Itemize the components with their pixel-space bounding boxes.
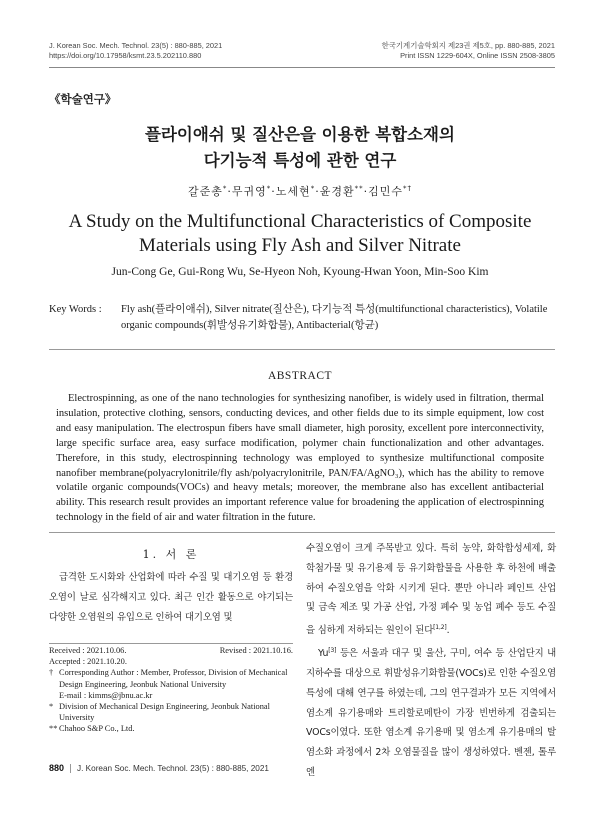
dagger-mark: † [49,668,54,678]
author-name: 윤경환 [319,185,355,198]
author-mark: * [266,184,272,193]
page-footer [49,763,269,773]
title-english-line-2: Materials using Fly Ash and Silver Nitrate [139,235,461,256]
introduction-paragraph-1: 수질오염이 크게 주목받고 있다. 특히 농약, 화학합성세제, 화학첨가물 및 유기용제 등 유기화합물을 사용한 후 하천에 배출하여 수질오염을 악화 시키게 된다. 뿐만 아니라 페인트 산업 및 금속 제조 및 가공 산업, 가정 폐수 및 농업 폐수 등도 수질을 심하게 저하되는 원인이 된다[1,2]. [306,543,556,637]
revised-date: Revised : 2021.10.16. [219,646,293,655]
affiliation-note-2 [49,723,293,734]
footnotes [49,645,293,735]
affiliation-mark-2: ** [49,724,58,734]
running-header-left [49,41,222,61]
header-rule [49,67,555,68]
title-korean [0,122,600,174]
keywords-text: Fly ash(플라이애쉬), Silver nitrate(질산은), 다기능적 특성(multifunctional characteristics), Volatile organic compounds(휘발성유기화합물), Antibacterial(항균) [121,304,548,331]
journal-citation-kr: 한국기계기술학회지 제23권 제5호, pp. 880-885, 2021 [381,41,555,50]
received-revised-row [49,645,293,656]
authors-korean: 갈준총*·무귀영*·노세현*·윤경환**·김민수*† [188,184,412,198]
page-number: 880 [49,763,65,773]
affiliation-text-2: Chahoo S&P Co., Ltd. [59,724,135,734]
author-mark: * [310,184,316,193]
accepted-date: Accepted : 2021.10.20. [49,657,127,667]
author-name: 김민수 [368,185,403,198]
author-mark: * [222,184,228,193]
author-name: 무귀영 [231,185,267,198]
author-email[interactable]: E-mail : kimms@jbnu.ac.kr [59,690,153,700]
footer-divider [70,764,71,773]
section-heading-introduction: 1. 서 론 [142,548,200,561]
author-mark: *† [402,184,412,193]
keywords-block [49,302,559,334]
title-korean-line-2: 다기능적 특성에 관한 연구 [203,151,397,170]
title-english-line-1: A Study on the Multifunctional Characteristics of Composite [68,211,532,232]
introduction-paragraph-2: Yu[3] 등은 서울과 대구 및 울산, 구미, 여수 등 산업단지 내 지하수를 대상으로 휘발성유기화합물(VOCs)로 인한 수질오염 특성에 대해 연구를 하였는데, 그의 연구결과가 모든 지역에서 염소계 유기용매와 트리할로메탄이 가장 빈번하게 검출되는 VOCs이였다. 또한 염소계 유기용매 및 염소계 유기용매의 탈염소화 과정에서 2차 오염물질을 많이 생성하였다. 벤젠, 톨루엔 [306,647,556,779]
authors-english: Jun-Cong Ge, Gui-Rong Wu, Se-Hyeon Noh, Kyoung-Hwan Yoon, Min-Soo Kim [111,266,489,278]
journal-citation: J. Korean Soc. Mech. Technol. 23(5) : 880-885, 2021 [49,41,223,50]
keywords-label: Key Words : [49,304,102,315]
cited-author: Yu [318,648,329,660]
title-english [0,210,600,258]
corresponding-author-text: Corresponding Author : Member, Professor, Division of Mechanical Design Engineering, Jeonbuk National University [59,668,288,689]
received-date: Received : 2021.10.06. [49,646,127,655]
doi-link[interactable]: https://doi.org/10.17958/ksmt.23.5.202110.880 [49,51,202,60]
footer-citation: J. Korean Soc. Mech. Technol. 23(5) : 880-885, 2021 [77,764,269,773]
introduction-column-right [306,539,556,783]
affiliation-text-1: Division of Mechanical Design Engineering, Jeonbuk National University [59,702,270,723]
abstract-rule [49,532,555,533]
title-korean-line-1: 플라이애쉬 및 질산은을 이용한 복합소재의 [145,125,455,144]
author-name: 노세현 [275,185,311,198]
author-mark: ** [354,184,364,193]
issn-line: Print ISSN 1229-604X, Online ISSN 2508-3805 [400,51,555,60]
article-category: 《학술연구》 [49,92,117,106]
citation-ref[interactable]: [1,2] [433,624,447,632]
corresponding-author-note [49,667,293,689]
introduction-paragraph-left: 급격한 도시화와 산업화에 따라 수질 및 대기오염 등 환경오염이 날로 심각해지고 있다. 최근 인간 활동으로 야기되는 다양한 오염원의 유입으로 인하여 대기오염 및 [49,572,293,623]
affiliation-mark-1: * [49,702,54,712]
abstract-text: Electrospinning, as one of the nano technologies for synthesizing nanofiber, is widely used in filtration, thermal insulation, protective clothing, sensors, conducting devices, and other fields due to its simple equipment, low cost and easy manipulation. The electrospun fibers have small diameter, high porosity, excellent pore interconnectivity, large specific surface area, easy surface modification, polymer chain functionalization and other advantages. Therefore, in this study, electrospinning technology was employed to synthesize multifunctional composite nanofiber membrane(polyacrylonitrile/fly ash/polyacrylonitrile, PAN/FA/AgNO₃), which has the ability to remove volatile organic compounds(VOCs) and heavy metals; moreover, the membrane also has excellent antibacterial ability. This research result provides an important reference value for broadening the application of electrospinning technology in the field of air and water filtration in the future. [56,393,544,524]
running-header-right [382,41,555,61]
affiliation-note-1 [49,701,293,723]
keywords-rule [49,349,555,350]
footnote-rule [49,643,293,644]
citation-ref[interactable]: [3] [328,647,337,655]
abstract-heading: ABSTRACT [267,370,333,382]
author-name: 갈준총 [188,185,223,198]
